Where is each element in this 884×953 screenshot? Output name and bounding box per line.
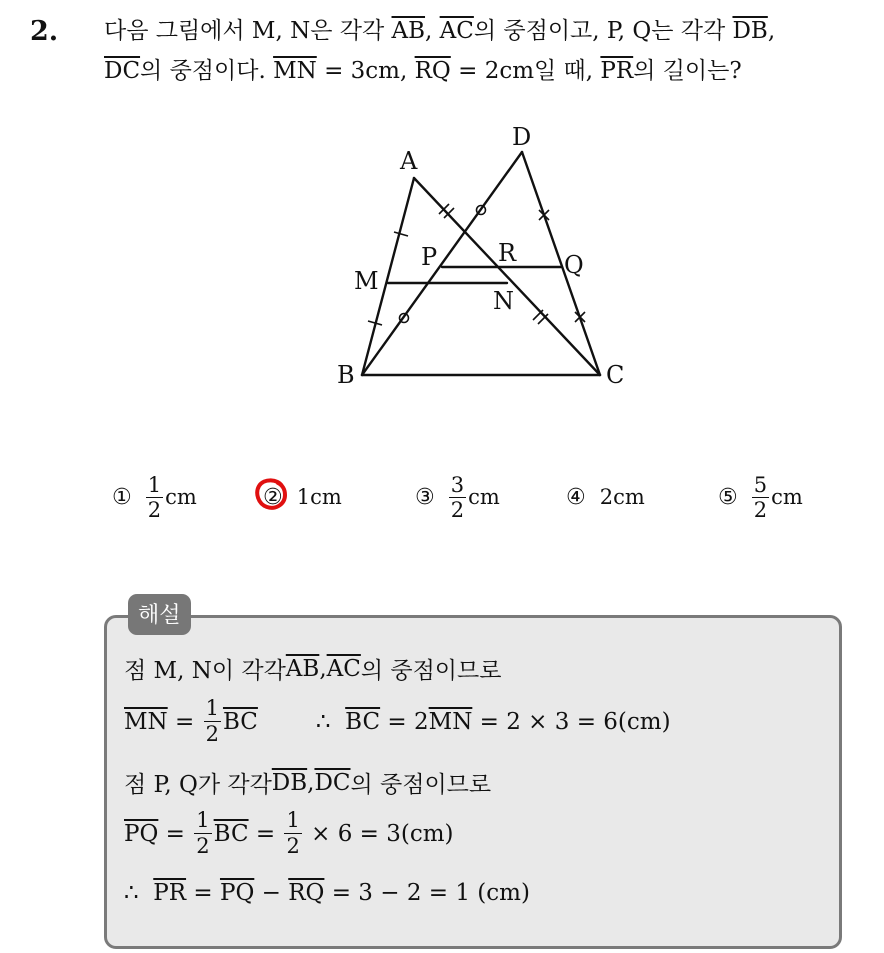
choice-text: 2cm [599, 485, 645, 509]
segment-label: $\overline{MN}$ [273, 58, 317, 84]
choice-unit: cm [468, 485, 500, 509]
choice-number: ④ [566, 484, 586, 510]
solution-text: 의 중점이므로 [360, 658, 502, 684]
solution-tab-label: 해설 [128, 594, 191, 635]
therefore-symbol: ∴ [124, 880, 154, 906]
fraction [146, 473, 163, 522]
choice-text: 1cm [296, 485, 342, 509]
solution-line-4 [124, 808, 454, 859]
segment-dc [522, 152, 600, 375]
point-label-r: R [498, 239, 517, 267]
fraction-numerator: 1 [147, 472, 162, 497]
fraction-denominator: 2 [147, 497, 162, 522]
choice-2[interactable] [263, 466, 342, 528]
question-text: 의 중점이고, P, Q는 각각 [473, 18, 733, 44]
point-label-q: Q [564, 251, 584, 279]
solution-text: = 2 × 3 = 6(cm) [472, 708, 671, 735]
tick-mark [533, 310, 543, 320]
segment-label: $\overline{PQ}$ [219, 880, 255, 906]
vertex-label-d: D [512, 123, 532, 151]
choice-1[interactable] [112, 466, 197, 528]
vertex-label-b: B [337, 361, 355, 389]
solution-text: = [167, 708, 202, 735]
fraction-denominator: 2 [205, 722, 219, 746]
segment-label: $\overline{DB}$ [732, 18, 768, 44]
question-text: 다음 그림에서 M, N은 각각 [104, 18, 392, 44]
choice-unit: cm [165, 485, 197, 509]
segment-label: $\overline{PQ}$ [124, 820, 159, 847]
question-line-2 [104, 56, 742, 86]
solution-line-2 [124, 696, 671, 747]
solution-text: × 6 = 3(cm) [303, 820, 454, 847]
vertex-label-a: A [400, 147, 418, 175]
solution-text: 의 중점이므로 [350, 772, 492, 798]
point-label-m: M [354, 267, 379, 295]
fraction [204, 696, 221, 747]
solution-line-1 [124, 652, 501, 685]
segment-label: $\overline{RQ}$ [288, 880, 325, 906]
fraction [752, 473, 769, 522]
figure-svg [330, 115, 630, 395]
solution-line-3 [124, 766, 491, 799]
solution-text: , [319, 655, 327, 682]
solution-text: 점 M, N이 각각 [124, 658, 286, 684]
segment-label: $\overline{PR}$ [600, 58, 634, 84]
solution-text: = [186, 880, 220, 906]
choice-number: ② [263, 485, 283, 510]
fraction-numerator: 3 [450, 472, 465, 497]
fraction-numerator: 1 [196, 808, 210, 832]
choice-number: ① [112, 484, 132, 510]
question-text: = 3cm, [316, 58, 415, 84]
segment-label: $\overline{DC}$ [104, 58, 141, 84]
fraction-numerator: 5 [753, 472, 768, 497]
segment-label: $\overline{BC}$ [213, 820, 249, 847]
question-line-1 [104, 16, 775, 46]
question-text: 의 길이는? [633, 58, 742, 84]
question-text: = 2cm일 때, [450, 58, 601, 84]
segment-label: $\overline{RQ}$ [414, 58, 451, 84]
choice-number: ③ [415, 484, 435, 510]
solution-text: = [248, 820, 283, 847]
solution-text: 점 P, Q가 각각 [124, 772, 272, 798]
solution-text: = 2 [380, 708, 429, 735]
fraction-denominator: 2 [753, 497, 768, 522]
fraction-numerator: 1 [205, 696, 219, 720]
choice-4[interactable] [566, 466, 645, 528]
solution-text: , [307, 769, 315, 796]
solution-text: = 3 − 2 = 1 (cm) [324, 880, 530, 906]
therefore-symbol: ∴ [315, 708, 346, 735]
question-text: , [767, 18, 776, 44]
solution-text: = [158, 820, 193, 847]
segment-label: $\overline{BC}$ [222, 708, 258, 735]
segment-label: $\overline{BC}$ [345, 708, 381, 735]
question-text: 의 중점이다. [140, 58, 274, 84]
solution-line-5 [124, 880, 530, 906]
fraction-denominator: 2 [286, 834, 300, 858]
solution-text: − [254, 880, 289, 906]
segment-label: $\overline{AB}$ [285, 655, 320, 682]
segment-label: $\overline{AB}$ [391, 18, 426, 44]
selected-answer-circle-icon [254, 477, 288, 511]
segment-label: $\overline{AC}$ [326, 655, 361, 682]
point-label-p: P [421, 243, 438, 271]
fraction-denominator: 2 [450, 497, 465, 522]
question-number: 2. [30, 16, 59, 47]
fraction-denominator: 2 [196, 834, 210, 858]
fraction [194, 808, 211, 859]
segment-label: $\overline{MN}$ [428, 708, 473, 735]
point-label-n: N [493, 287, 514, 315]
choice-3[interactable] [415, 466, 500, 528]
question-text: , [425, 18, 440, 44]
choice-number: ⑤ [718, 484, 738, 510]
fraction [284, 808, 301, 859]
tick-mark [394, 232, 408, 236]
vertex-label-c: C [606, 361, 625, 389]
choice-unit: cm [771, 485, 803, 509]
geometry-figure [330, 115, 630, 395]
segment-label: $\overline{MN}$ [124, 708, 168, 735]
segment-label: $\overline{DB}$ [271, 769, 308, 796]
segment-label: $\overline{DC}$ [314, 769, 351, 796]
segment-label: $\overline{AC}$ [439, 18, 474, 44]
fraction [449, 473, 466, 522]
segment-label: $\overline{PR}$ [153, 880, 187, 906]
choice-5[interactable] [718, 466, 803, 528]
fraction-numerator: 1 [286, 808, 300, 832]
